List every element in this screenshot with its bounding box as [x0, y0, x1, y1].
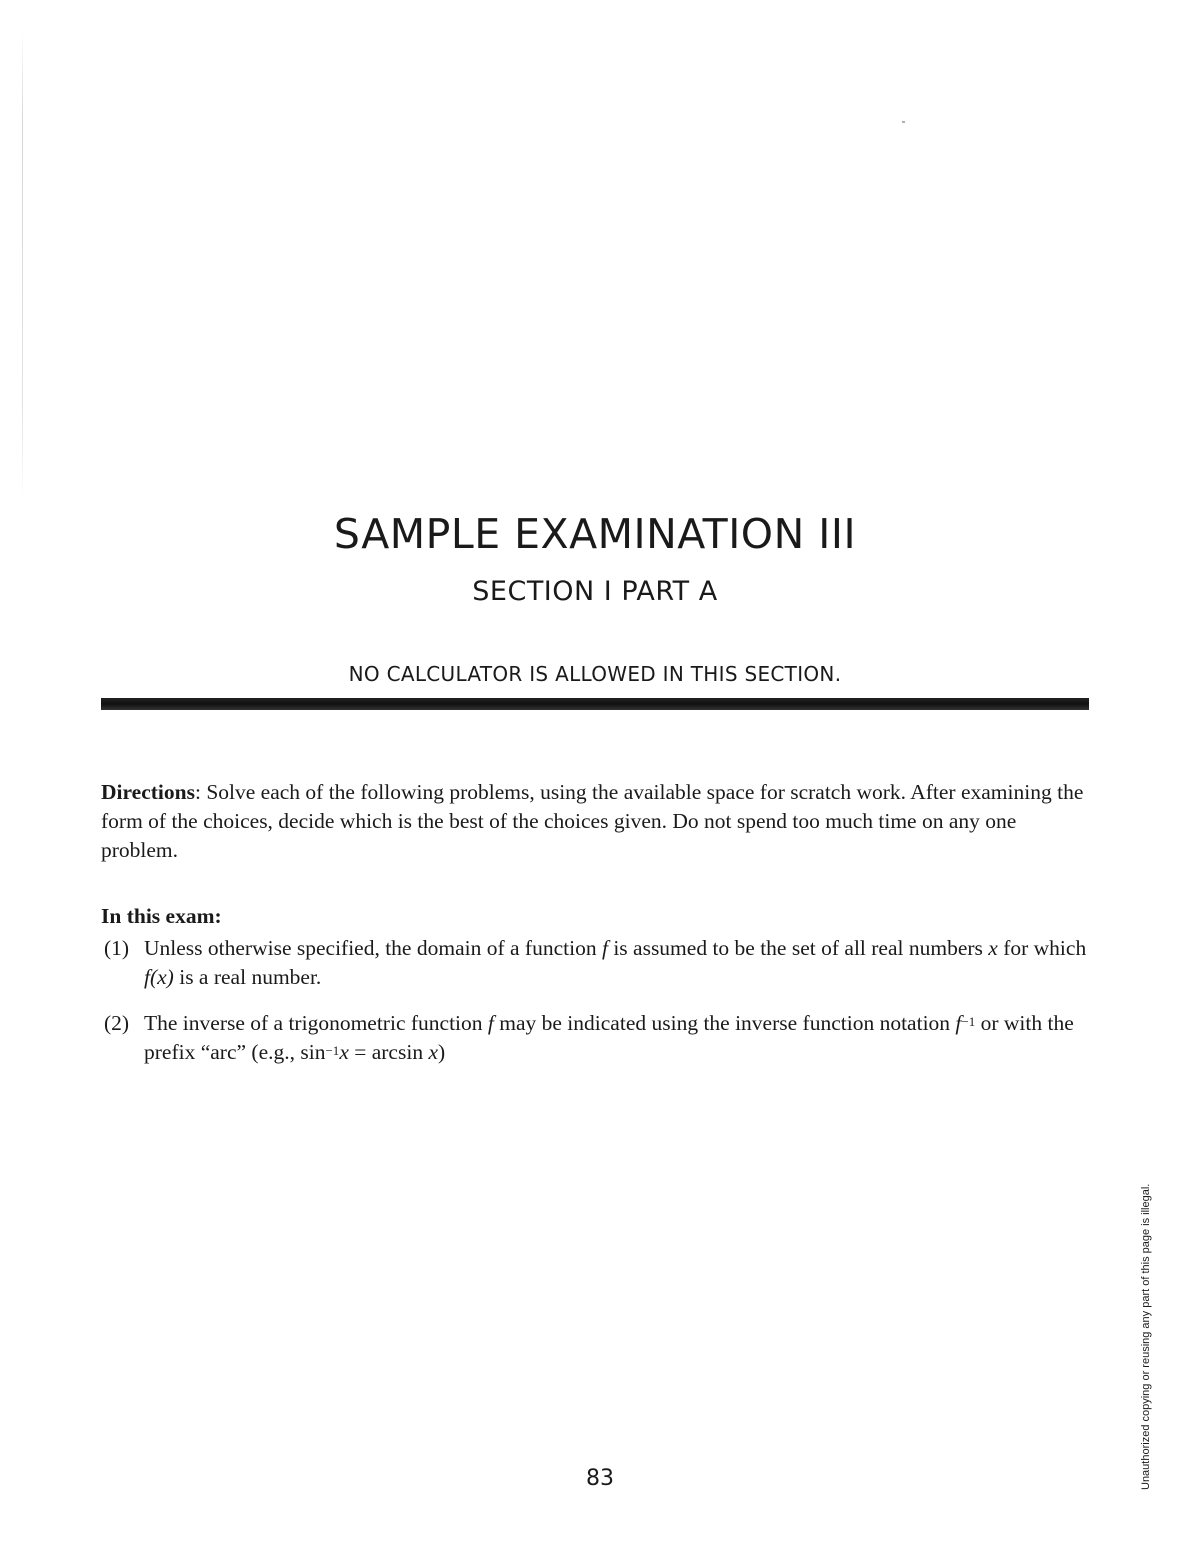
scan-speck [902, 121, 905, 123]
page-title: SAMPLE EXAMINATION III [333, 510, 857, 558]
math-variable-x: x [339, 1040, 349, 1064]
exam-notes-heading-colon: : [214, 904, 222, 928]
note-text-part: ) [438, 1040, 446, 1064]
section-subtitle: SECTION I PART A [472, 576, 718, 607]
directions-text: Solve each of the following problems, using the available space for scratch work. After examining the form of the choices, decide which is the best of the choices given. Do not spend too much time on any one problem. [101, 780, 1084, 862]
math-variable-f: f [955, 1011, 962, 1035]
exam-notes-heading-text: In this exam [101, 904, 215, 928]
directions-colon: : [194, 780, 201, 804]
exam-note-text [144, 1009, 1094, 1067]
math-exponent: −1 [325, 1043, 340, 1058]
page-number: 83 [586, 1466, 614, 1491]
note-text-part: The inverse of a trigonometric function [144, 1011, 488, 1035]
math-variable-x: x [988, 936, 998, 960]
directions-paragraph [101, 778, 1091, 865]
math-expression-fx: f(x) [144, 965, 174, 989]
directions-label: Directions [101, 780, 195, 804]
calculator-notice: NO CALCULATOR IS ALLOWED IN THIS SECTION. [348, 662, 842, 686]
note-text-part: may be indicated using the inverse function notation [493, 1011, 956, 1035]
note-text-part: or with the prefix “arc” (e.g., sin [144, 1011, 1074, 1064]
scan-edge-shadow [22, 30, 23, 500]
math-variable-x: x [428, 1040, 438, 1064]
section-divider [101, 698, 1089, 710]
note-text-part: Unless otherwise specified, the domain of a function [144, 936, 602, 960]
note-text-part: is a real number. [173, 965, 322, 989]
math-variable-f: f [601, 936, 608, 960]
copyright-notice: Unauthorized copying or reusing any part of this page is illegal. [1140, 1183, 1152, 1490]
note-text-part: = arcsin [348, 1040, 429, 1064]
math-variable-f: f [487, 1011, 494, 1035]
note-text-part: for which [997, 936, 1087, 960]
note-text-part: is assumed to be the set of all real numbers [607, 936, 989, 960]
exam-notes-heading [101, 902, 222, 931]
math-exponent: −1 [961, 1014, 976, 1029]
exam-note-number: (2) [104, 1011, 130, 1035]
exam-note-number: (1) [104, 936, 130, 960]
exam-note-text [144, 934, 1094, 992]
